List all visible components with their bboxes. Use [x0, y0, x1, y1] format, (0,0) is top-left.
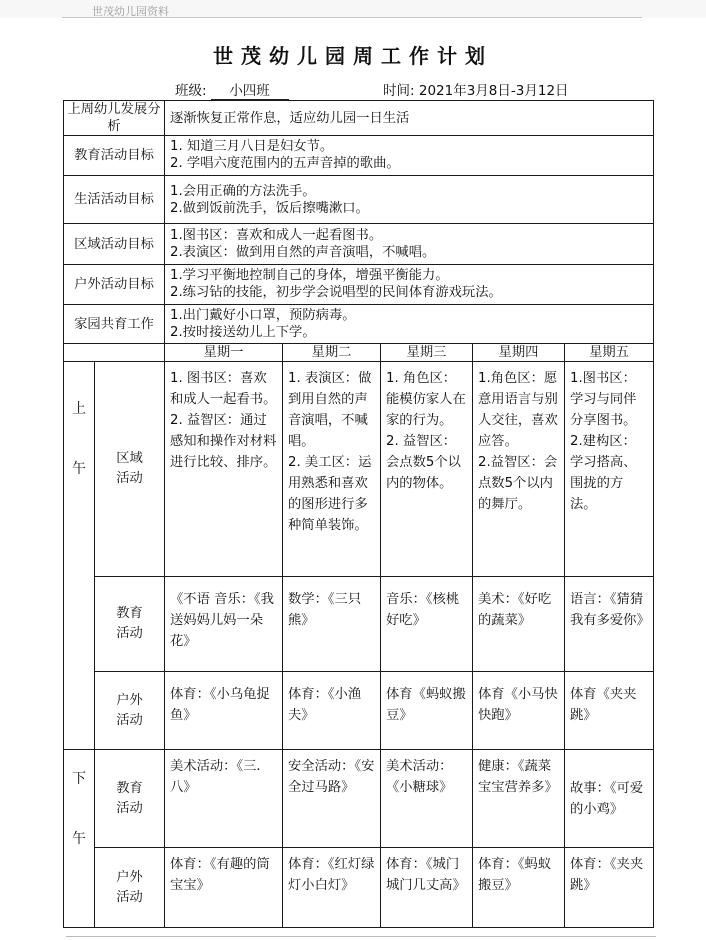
goal-line: 1.学习平衡地控制自己的身体，增强平衡能力。 [170, 268, 449, 283]
row-label: 户外 活动 [95, 848, 165, 928]
weekday-header: 星期一 [165, 344, 283, 362]
row-label: 教育 活动 [95, 750, 165, 848]
goal-line: 2.表演区：做到用自然的声音演唱，不喊唱。 [170, 245, 436, 260]
am-area-row [64, 362, 654, 577]
schedule-cell: 体育：《小渔夫》 [283, 672, 381, 750]
schedule-cell: 安全活动：《安全过马路》 [283, 750, 381, 848]
goal-line: 1.出门戴好小口罩，预防病毒。 [170, 308, 356, 323]
goal-content [165, 265, 654, 305]
schedule-cell: 1. 表演区：做到用自然的声音演唱，不喊唱。 2. 美工区：运用熟悉和喜欢的图形进行多种简单装饰。 [283, 362, 381, 577]
schedule-cell: 美术活动：《三.八》 [165, 750, 283, 848]
weekday-header-row [64, 344, 654, 362]
goal-label: 区域活动目标 [64, 224, 165, 265]
goal-content [165, 224, 654, 265]
row-label: 教育 活动 [95, 577, 165, 672]
weekly-plan-table [63, 100, 654, 928]
schedule-cell: 体育：《小乌龟捉鱼》 [165, 672, 283, 750]
schedule-cell: 体育《夹夹跳》 [565, 672, 654, 750]
weekday-header: 星期三 [381, 344, 473, 362]
schedule-cell: 音乐：《核桃好吃》 [381, 577, 473, 672]
goal-label: 生活活动目标 [64, 176, 165, 224]
goal-line: 2.练习钻的技能，初步学会说唱型的民间体育游戏玩法。 [170, 285, 502, 300]
goal-label: 户外活动目标 [64, 265, 165, 305]
schedule-cell: 体育《小马快快跑》 [473, 672, 565, 750]
schedule-cell: 1. 图书区：喜欢和成人一起看书。 2. 益智区：通过感知和操作对材料进行比较、排序。 [165, 362, 283, 577]
goal-row [64, 176, 654, 224]
goal-row [64, 101, 654, 136]
goal-line: 2.按时接送幼儿上下学。 [170, 325, 316, 340]
schedule-cell: 语言：《猜猜我有多爱你》 [565, 577, 654, 672]
am-edu-row [64, 577, 654, 672]
schedule-cell: 体育：《有趣的筒宝宝》 [165, 848, 283, 928]
goal-label: 家园共育工作 [64, 305, 165, 344]
schedule-cell: 《不语 音乐：《我送妈妈儿妈一朵花》 [165, 577, 283, 672]
class-label: 班级: [175, 83, 207, 99]
goal-line: 1.图书区：喜欢和成人一起看图书。 [170, 228, 383, 243]
class-value: 小四班 [211, 79, 289, 100]
schedule-cell: 体育：《蚂蚁搬豆》 [473, 848, 565, 928]
goal-line: 逐渐恢复正常作息，适应幼儿园一日生活 [170, 110, 410, 126]
goal-content [165, 305, 654, 344]
goal-content [165, 101, 654, 136]
class-info [175, 79, 289, 100]
goal-line: 2.做到饭前洗手，饭后擦嘴漱口。 [170, 200, 369, 216]
goal-label: 教育活动目标 [64, 136, 165, 176]
schedule-cell: 数学：《三只熊》 [283, 577, 381, 672]
goal-row [64, 136, 654, 176]
schedule-cell: 健康：《蔬菜宝宝营养多》 [473, 750, 565, 848]
pm-edu-row [64, 750, 654, 848]
am-outdoor-row [64, 672, 654, 750]
schedule-cell: 美术活动：《小糖球》 [381, 750, 473, 848]
row-label: 区域 活动 [95, 362, 165, 577]
afternoon-label: 下 午 [64, 750, 95, 928]
weekday-header: 星期四 [473, 344, 565, 362]
schedule-cell: 体育：《夹夹跳》 [565, 848, 654, 928]
schedule-cell: 故事：《可爱的小鸡》 [565, 750, 654, 848]
morning-label: 上 午 [64, 362, 95, 750]
schedule-cell: 美术：《好吃的蔬菜》 [473, 577, 565, 672]
corner-cell [64, 344, 165, 362]
goal-line: 1.会用正确的方法洗手。 [170, 183, 316, 199]
schedule-cell: 体育《蚂蚁搬豆》 [381, 672, 473, 750]
schedule-cell: 1. 角色区：能模仿家人在家的行为。 2. 益智区：会点数5个以内的物体。 [381, 362, 473, 577]
time-label: 时间: [383, 83, 415, 99]
weekday-header: 星期二 [283, 344, 381, 362]
time-info [383, 79, 569, 99]
schedule-cell: 体育：《城门城门几丈高》 [381, 848, 473, 928]
weekday-header: 星期五 [565, 344, 654, 362]
header-note: 世茂幼儿园资料 [92, 5, 169, 18]
header-rule [62, 17, 642, 18]
schedule-cell: 1.图书区：学习与同伴分享图书。 2.建构区：学习搭高、围拢的方法。 [565, 362, 654, 577]
goal-row [64, 224, 654, 265]
goal-row [64, 265, 654, 305]
goal-row [64, 305, 654, 344]
bottom-rule [66, 936, 656, 937]
goal-content [165, 176, 654, 224]
goal-content [165, 136, 654, 176]
goal-line: 1. 知道三月八日是妇女节。 [170, 139, 334, 154]
page-title: 世茂幼儿园周工作计划 [213, 44, 493, 68]
schedule-cell: 1.角色区：愿意用语言与别人交往，喜欢应答。 2.益智区：会点数5个以内的舞厅。 [473, 362, 565, 577]
time-value: 2021年3月8日-3月12日 [418, 83, 569, 99]
pm-outdoor-row [64, 848, 654, 928]
goal-line: 2. 学唱六度范围内的五声音掉的歌曲。 [170, 156, 400, 171]
schedule-cell: 体育：《红灯绿灯小白灯》 [283, 848, 381, 928]
row-label: 户外 活动 [95, 672, 165, 750]
goal-label: 上周幼儿发展分析 [64, 101, 165, 136]
